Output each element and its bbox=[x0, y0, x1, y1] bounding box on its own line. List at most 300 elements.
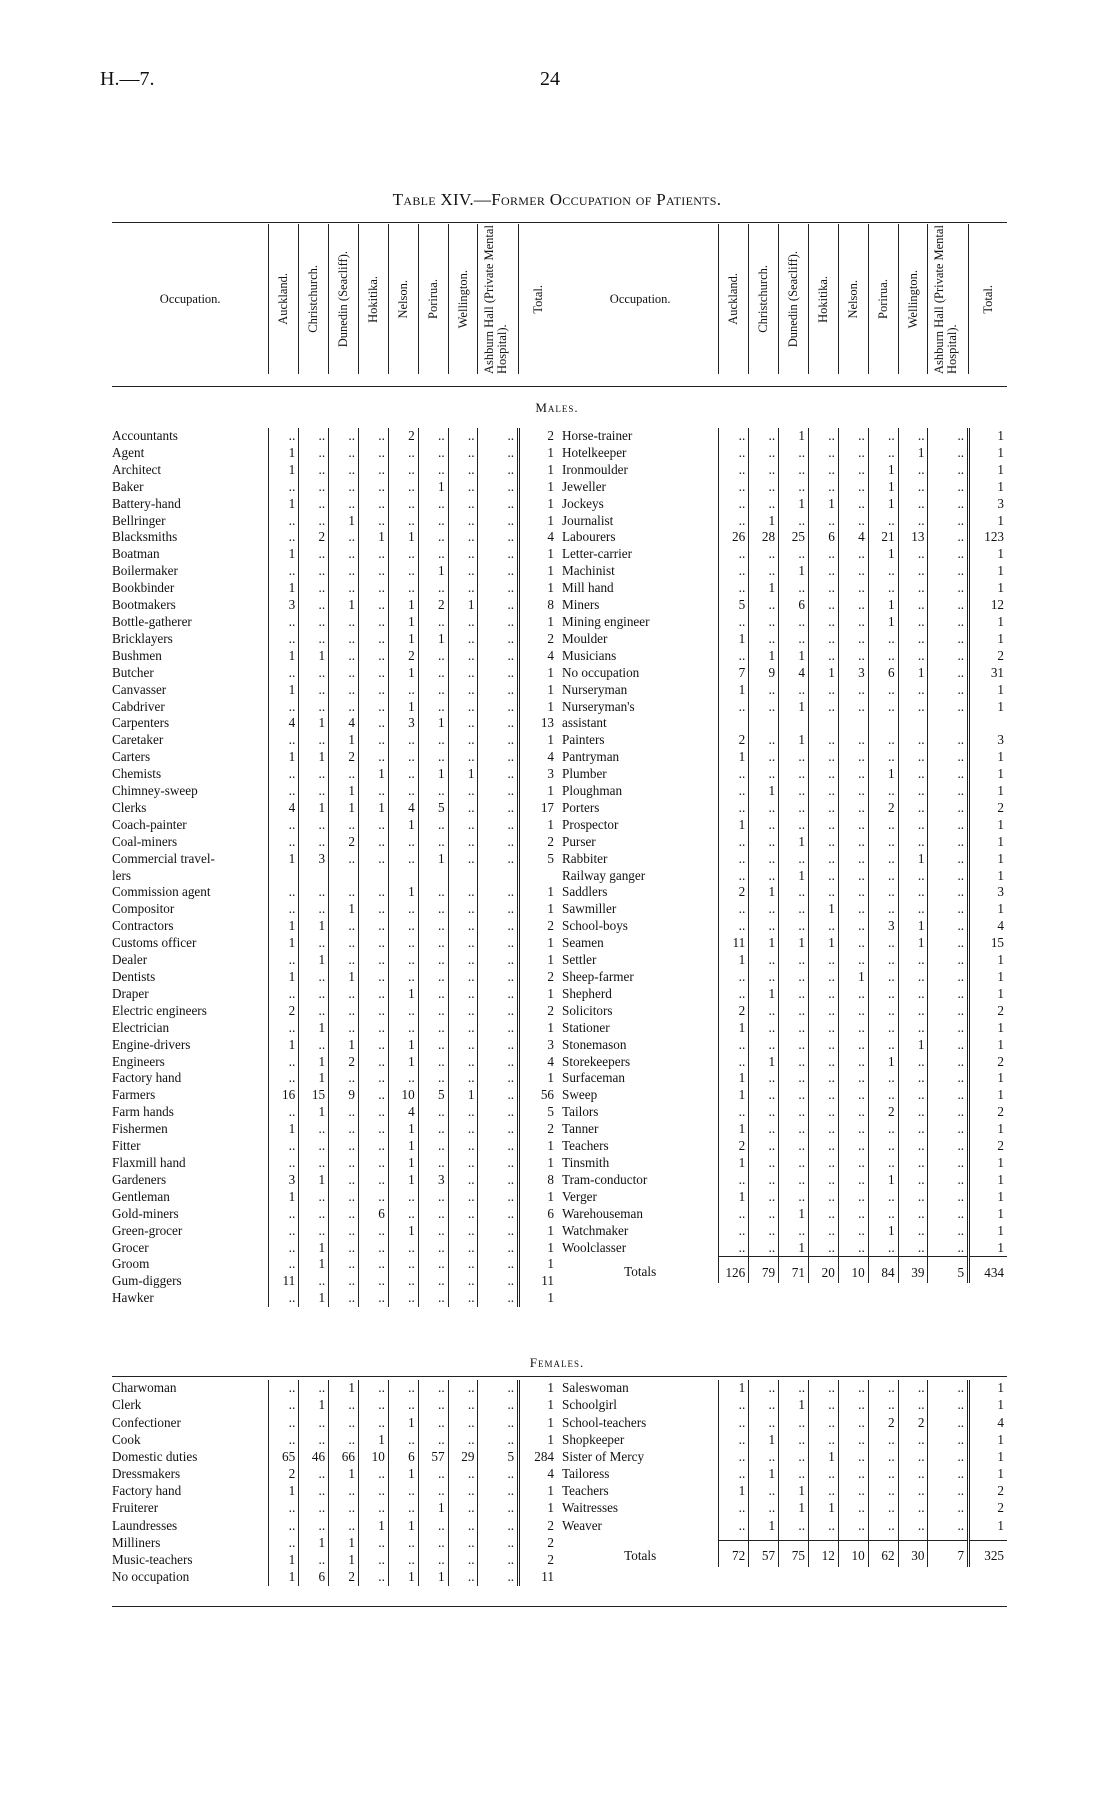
cell-value: .. bbox=[329, 986, 359, 1003]
cell-value: .. bbox=[299, 884, 329, 901]
cell-value: .. bbox=[808, 1380, 838, 1397]
cell-value: .. bbox=[478, 1206, 519, 1223]
cell-value: .. bbox=[838, 1020, 868, 1037]
cell-value: 1 bbox=[388, 986, 418, 1003]
cell-value: 1 bbox=[269, 918, 299, 935]
cell-value: .. bbox=[358, 851, 388, 868]
occupation-name: Solicitors bbox=[562, 1002, 613, 1018]
cell-value: 2 bbox=[329, 1569, 359, 1586]
top-rule bbox=[112, 222, 1007, 223]
cell-value: .. bbox=[478, 513, 519, 530]
occupation-name: Coal-miners bbox=[112, 833, 178, 849]
cell-value: .. bbox=[779, 682, 809, 699]
cell-value: .. bbox=[749, 1020, 779, 1037]
document-code: H.—7. bbox=[100, 68, 155, 90]
col-header-label: Nelson. bbox=[845, 279, 860, 319]
cell-value: .. bbox=[749, 682, 779, 699]
cell-value: .. bbox=[478, 715, 519, 732]
row-total: 1 bbox=[969, 952, 1007, 969]
cell-value: .. bbox=[418, 1104, 448, 1121]
cell-value: 1 bbox=[719, 952, 749, 969]
occupation-name: Saleswoman bbox=[562, 1380, 629, 1396]
cell-value: .. bbox=[838, 1172, 868, 1189]
cell-value: .. bbox=[358, 1087, 388, 1104]
cell-value: .. bbox=[928, 1189, 969, 1206]
occupation-name: Waitresses bbox=[562, 1500, 619, 1516]
cell-value: .. bbox=[898, 1104, 928, 1121]
cell-value: 1 bbox=[299, 1397, 329, 1414]
cell-value: .. bbox=[269, 1432, 299, 1449]
cell-value: 1 bbox=[299, 1070, 329, 1087]
table-row bbox=[112, 969, 557, 986]
col-header-label: Christchurch. bbox=[756, 265, 771, 333]
occupation-name: Painters bbox=[562, 732, 605, 748]
cell-value: .. bbox=[928, 969, 969, 986]
occupation-name: Farm hands bbox=[112, 1104, 174, 1120]
cell-value: .. bbox=[898, 682, 928, 699]
row-total: 1 bbox=[969, 1121, 1007, 1138]
cell-value: .. bbox=[478, 1020, 519, 1037]
row-total: 1 bbox=[969, 1087, 1007, 1104]
cell-value: 7 bbox=[719, 665, 749, 682]
cell-value: .. bbox=[388, 580, 418, 597]
occupation-name: Chemists bbox=[112, 766, 162, 782]
page-number: 24 bbox=[540, 68, 560, 90]
table-row bbox=[112, 1466, 557, 1483]
cell-value: 1 bbox=[779, 834, 809, 851]
cell-value: .. bbox=[779, 1414, 809, 1431]
cell-value: .. bbox=[478, 1054, 519, 1071]
occupation-name: Storekeepers bbox=[562, 1053, 631, 1069]
cell-value: .. bbox=[838, 901, 868, 918]
cell-value: .. bbox=[269, 1397, 299, 1414]
cell-value: .. bbox=[779, 817, 809, 834]
row-total: 1 bbox=[519, 1380, 557, 1397]
cell-value: 1 bbox=[838, 969, 868, 986]
section-females: Females. bbox=[529, 1355, 585, 1370]
cell-value: .. bbox=[928, 496, 969, 513]
cell-value: .. bbox=[749, 1240, 779, 1257]
table-row bbox=[562, 631, 1007, 648]
cell-value: .. bbox=[388, 1273, 418, 1290]
cell-value: 1 bbox=[779, 1483, 809, 1500]
cell-value: .. bbox=[749, 732, 779, 749]
cell-value: .. bbox=[448, 479, 478, 496]
table-row bbox=[562, 1070, 1007, 1087]
row-total: 1 bbox=[969, 1206, 1007, 1223]
row-total: 1 bbox=[969, 1518, 1007, 1535]
cell-value: .. bbox=[928, 1432, 969, 1449]
table-row bbox=[112, 546, 557, 563]
row-total: 8 bbox=[519, 1172, 557, 1189]
cell-value: 1 bbox=[418, 1569, 448, 1586]
cell-value bbox=[329, 868, 359, 885]
row-total: 1 bbox=[969, 699, 1007, 716]
cell-value: 1 bbox=[329, 969, 359, 986]
cell-value: .. bbox=[299, 479, 329, 496]
cell-value: .. bbox=[808, 631, 838, 648]
occupation-name: Caretaker bbox=[112, 732, 164, 748]
cell-value: .. bbox=[448, 1414, 478, 1431]
occupation-name: Mining engineer bbox=[562, 613, 650, 629]
cell-value: .. bbox=[898, 1070, 928, 1087]
cell-value: .. bbox=[898, 800, 928, 817]
cell-value: .. bbox=[418, 1397, 448, 1414]
row-total: 2 bbox=[519, 834, 557, 851]
occupation-name: Surfaceman bbox=[562, 1070, 625, 1086]
table-row bbox=[112, 732, 557, 749]
cell-value: .. bbox=[749, 1070, 779, 1087]
cell-value: .. bbox=[868, 1070, 898, 1087]
cell-value: .. bbox=[448, 428, 478, 445]
row-total: 1 bbox=[519, 1223, 557, 1240]
row-total: 2 bbox=[519, 1003, 557, 1020]
col-header-label: Hokitika. bbox=[815, 275, 830, 323]
cell-value: .. bbox=[868, 580, 898, 597]
cell-value: 1 bbox=[388, 1037, 418, 1054]
occupation-name: Compositor bbox=[112, 901, 175, 917]
cell-value: .. bbox=[358, 834, 388, 851]
cell-value: 1 bbox=[269, 682, 299, 699]
occupation-name: Accountants bbox=[112, 428, 178, 443]
cell-value: .. bbox=[418, 783, 448, 800]
cell-value: .. bbox=[358, 901, 388, 918]
table-row bbox=[112, 1535, 557, 1552]
cell-value: .. bbox=[838, 1449, 868, 1466]
cell-value: 57 bbox=[418, 1449, 448, 1466]
cell-value: .. bbox=[928, 834, 969, 851]
cell-value: .. bbox=[808, 1223, 838, 1240]
cell-value: 1 bbox=[329, 1552, 359, 1569]
cell-value: .. bbox=[388, 1535, 418, 1552]
cell-value: .. bbox=[749, 428, 779, 445]
cell-value: .. bbox=[418, 1138, 448, 1155]
cell-value: .. bbox=[898, 1138, 928, 1155]
cell-value: .. bbox=[838, 1104, 868, 1121]
cell-value: .. bbox=[478, 1397, 519, 1414]
cell-value: .. bbox=[749, 1500, 779, 1517]
cell-value: 3 bbox=[269, 1172, 299, 1189]
occupation-name: Coach-painter bbox=[112, 816, 187, 832]
cell-value: .. bbox=[329, 1020, 359, 1037]
table-row bbox=[562, 1087, 1007, 1104]
cell-value: .. bbox=[928, 563, 969, 580]
cell-value: .. bbox=[269, 884, 299, 901]
cell-value: .. bbox=[478, 1535, 519, 1552]
table-row bbox=[112, 800, 557, 817]
cell-value: .. bbox=[868, 952, 898, 969]
cell-value: .. bbox=[928, 479, 969, 496]
occupation-name: Agent bbox=[112, 444, 145, 460]
totals-value: 434 bbox=[969, 1257, 1007, 1283]
row-total: 15 bbox=[969, 935, 1007, 952]
occupation-name: Bricklayers bbox=[112, 630, 173, 646]
cell-value: .. bbox=[478, 1003, 519, 1020]
header-left bbox=[112, 224, 557, 374]
cell-value: .. bbox=[838, 1397, 868, 1414]
occupation-name: Carters bbox=[112, 749, 151, 765]
cell-value: .. bbox=[299, 1223, 329, 1240]
occupation-name: Baker bbox=[112, 478, 144, 494]
row-total: 2 bbox=[969, 1500, 1007, 1517]
cell-value: .. bbox=[269, 428, 299, 445]
cell-value: .. bbox=[478, 1172, 519, 1189]
table-row bbox=[112, 445, 557, 462]
cell-value: .. bbox=[928, 749, 969, 766]
row-total: 1 bbox=[969, 969, 1007, 986]
cell-value bbox=[749, 715, 779, 732]
cell-value: .. bbox=[358, 1240, 388, 1257]
cell-value: .. bbox=[299, 1518, 329, 1535]
table-row bbox=[562, 935, 1007, 952]
cell-value: 4 bbox=[269, 800, 299, 817]
occupation-name: Seamen bbox=[562, 935, 604, 951]
cell-value: 9 bbox=[329, 1087, 359, 1104]
cell-value: .. bbox=[719, 1466, 749, 1483]
cell-value: .. bbox=[838, 428, 868, 445]
cell-value: .. bbox=[329, 445, 359, 462]
cell-value: .. bbox=[358, 1414, 388, 1431]
table-row bbox=[112, 631, 557, 648]
cell-value: .. bbox=[448, 884, 478, 901]
cell-value: 25 bbox=[779, 529, 809, 546]
cell-value: .. bbox=[418, 1240, 448, 1257]
cell-value: .. bbox=[808, 1206, 838, 1223]
col-header-label: Nelson. bbox=[395, 279, 410, 319]
cell-value: .. bbox=[779, 1121, 809, 1138]
cell-value: 1 bbox=[299, 648, 329, 665]
table-row bbox=[112, 1380, 557, 1397]
cell-value: .. bbox=[478, 800, 519, 817]
table-row bbox=[112, 986, 557, 1003]
cell-value: .. bbox=[868, 817, 898, 834]
cell-value: 6 bbox=[868, 665, 898, 682]
cell-value: .. bbox=[388, 1380, 418, 1397]
table-row bbox=[562, 479, 1007, 496]
row-total: 1 bbox=[519, 884, 557, 901]
cell-value: .. bbox=[779, 1466, 809, 1483]
cell-value: 1 bbox=[749, 884, 779, 901]
cell-value: 1 bbox=[358, 1432, 388, 1449]
cell-value: .. bbox=[478, 732, 519, 749]
cell-value: .. bbox=[329, 546, 359, 563]
row-total: 2 bbox=[519, 1518, 557, 1535]
cell-value: .. bbox=[329, 1483, 359, 1500]
cell-value: 1 bbox=[719, 1121, 749, 1138]
cell-value: .. bbox=[388, 918, 418, 935]
cell-value: 1 bbox=[779, 1397, 809, 1414]
cell-value: .. bbox=[448, 563, 478, 580]
cell-value: .. bbox=[719, 580, 749, 597]
cell-value: .. bbox=[388, 1500, 418, 1517]
cell-value: 1 bbox=[269, 1189, 299, 1206]
cell-value: .. bbox=[838, 884, 868, 901]
occupation-name: Electrician bbox=[112, 1019, 170, 1035]
row-total: 2 bbox=[969, 1138, 1007, 1155]
table-row bbox=[562, 1518, 1007, 1535]
cell-value: .. bbox=[329, 1273, 359, 1290]
table-row bbox=[562, 1138, 1007, 1155]
table-title bbox=[0, 190, 1114, 210]
occupation-name: Nurseryman's bbox=[562, 698, 635, 714]
cell-value: .. bbox=[388, 1483, 418, 1500]
cell-value: .. bbox=[299, 935, 329, 952]
cell-value: .. bbox=[388, 1189, 418, 1206]
cell-value: .. bbox=[299, 986, 329, 1003]
cell-value: .. bbox=[749, 479, 779, 496]
cell-value: 1 bbox=[269, 749, 299, 766]
table-row bbox=[562, 969, 1007, 986]
cell-value: 66 bbox=[329, 1449, 359, 1466]
cell-value: .. bbox=[808, 1414, 838, 1431]
cell-value: .. bbox=[898, 901, 928, 918]
occupation-name: Commercial travel- bbox=[112, 850, 215, 866]
cell-value: 2 bbox=[299, 529, 329, 546]
table-row bbox=[562, 1432, 1007, 1449]
table-row bbox=[562, 715, 1007, 732]
row-total: 1 bbox=[969, 428, 1007, 445]
table-row bbox=[112, 462, 557, 479]
cell-value: 1 bbox=[418, 631, 448, 648]
cell-value: 1 bbox=[418, 715, 448, 732]
occupation-name: Gardeners bbox=[112, 1171, 167, 1187]
cell-value: .. bbox=[299, 1037, 329, 1054]
cell-value: .. bbox=[838, 851, 868, 868]
cell-value: .. bbox=[868, 631, 898, 648]
cell-value: .. bbox=[478, 969, 519, 986]
cell-value: .. bbox=[448, 834, 478, 851]
cell-value: .. bbox=[329, 1138, 359, 1155]
cell-value: 1 bbox=[719, 682, 749, 699]
cell-value: .. bbox=[269, 1535, 299, 1552]
cell-value: 1 bbox=[719, 1020, 749, 1037]
cell-value: .. bbox=[779, 851, 809, 868]
occupation-name: Tailors bbox=[562, 1104, 599, 1120]
cell-value: .. bbox=[448, 1290, 478, 1307]
cell-value: .. bbox=[779, 1432, 809, 1449]
occupation-name: Laundresses bbox=[112, 1517, 178, 1533]
occupation-name: Architect bbox=[112, 461, 162, 477]
cell-value: .. bbox=[838, 682, 868, 699]
cell-value: .. bbox=[418, 1466, 448, 1483]
occupation-name: Labourers bbox=[562, 529, 616, 545]
cell-value: .. bbox=[329, 479, 359, 496]
cell-value: 1 bbox=[808, 901, 838, 918]
cell-value: .. bbox=[478, 1256, 519, 1273]
table-row bbox=[562, 1397, 1007, 1414]
cell-value: 1 bbox=[388, 1518, 418, 1535]
col-header-label: Total. bbox=[980, 284, 995, 314]
cell-value: 1 bbox=[329, 783, 359, 800]
row-total: 1 bbox=[969, 682, 1007, 699]
cell-value: .. bbox=[838, 699, 868, 716]
cell-value: .. bbox=[448, 1121, 478, 1138]
cell-value: .. bbox=[299, 665, 329, 682]
cell-value: .. bbox=[299, 1483, 329, 1500]
occupation-name: Canvasser bbox=[112, 681, 167, 697]
occupation-name: Gold-miners bbox=[112, 1205, 179, 1221]
cell-value: 1 bbox=[388, 1155, 418, 1172]
row-total: 1 bbox=[519, 580, 557, 597]
table-row bbox=[562, 1020, 1007, 1037]
cell-value: .. bbox=[299, 428, 329, 445]
cell-value: .. bbox=[868, 1189, 898, 1206]
table-row bbox=[562, 1037, 1007, 1054]
row-total: 2 bbox=[969, 1003, 1007, 1020]
totals-value: 7 bbox=[928, 1541, 969, 1567]
cell-value: .. bbox=[898, 1240, 928, 1257]
occupation-name: Farmers bbox=[112, 1087, 156, 1103]
cell-value: .. bbox=[448, 529, 478, 546]
cell-value: .. bbox=[269, 817, 299, 834]
cell-value: 3 bbox=[868, 918, 898, 935]
cell-value: .. bbox=[418, 817, 448, 834]
cell-value: 11 bbox=[269, 1273, 299, 1290]
cell-value: .. bbox=[418, 1290, 448, 1307]
cell-value: .. bbox=[388, 851, 418, 868]
cell-value: .. bbox=[329, 1155, 359, 1172]
cell-value: 2 bbox=[719, 1138, 749, 1155]
cell-value: 1 bbox=[719, 817, 749, 834]
cell-value: .. bbox=[868, 986, 898, 1003]
row-total: 1 bbox=[519, 1155, 557, 1172]
cell-value: .. bbox=[329, 496, 359, 513]
cell-value: .. bbox=[269, 1256, 299, 1273]
occupation-name: Cabdriver bbox=[112, 698, 165, 714]
cell-value: .. bbox=[808, 834, 838, 851]
table-row bbox=[112, 1138, 557, 1155]
cell-value: .. bbox=[299, 614, 329, 631]
row-total bbox=[519, 868, 557, 885]
cell-value: 3 bbox=[269, 597, 299, 614]
table-row bbox=[112, 1206, 557, 1223]
cell-value: .. bbox=[418, 1483, 448, 1500]
cell-value: .. bbox=[269, 1500, 299, 1517]
totals-value: 5 bbox=[928, 1257, 969, 1283]
col-header-left-8 bbox=[478, 224, 519, 374]
occupation-name: Hotelkeeper bbox=[562, 444, 627, 460]
cell-value: .. bbox=[928, 682, 969, 699]
row-total: 3 bbox=[519, 1037, 557, 1054]
cell-value: .. bbox=[388, 749, 418, 766]
cell-value: .. bbox=[838, 1432, 868, 1449]
cell-value: .. bbox=[269, 986, 299, 1003]
cell-value: .. bbox=[299, 699, 329, 716]
cell-value: .. bbox=[749, 563, 779, 580]
cell-value: 1 bbox=[269, 546, 299, 563]
cell-value: .. bbox=[928, 732, 969, 749]
cell-value: .. bbox=[749, 614, 779, 631]
cell-value: .. bbox=[478, 1483, 519, 1500]
cell-value: .. bbox=[779, 479, 809, 496]
cell-value: 2 bbox=[719, 732, 749, 749]
col-header-left-9 bbox=[519, 224, 557, 374]
cell-value: .. bbox=[358, 445, 388, 462]
table-row bbox=[562, 513, 1007, 530]
col-header-right-3 bbox=[779, 224, 809, 374]
cell-value: 1 bbox=[329, 1037, 359, 1054]
table-row bbox=[112, 1273, 557, 1290]
cell-value: .. bbox=[448, 462, 478, 479]
cell-value: .. bbox=[838, 749, 868, 766]
cell-value: .. bbox=[808, 868, 838, 885]
cell-value: .. bbox=[868, 1518, 898, 1535]
cell-value: .. bbox=[898, 884, 928, 901]
totals-value: 39 bbox=[898, 1257, 928, 1283]
cell-value: .. bbox=[779, 1189, 809, 1206]
table-row bbox=[562, 665, 1007, 682]
cell-value: 1 bbox=[299, 1104, 329, 1121]
